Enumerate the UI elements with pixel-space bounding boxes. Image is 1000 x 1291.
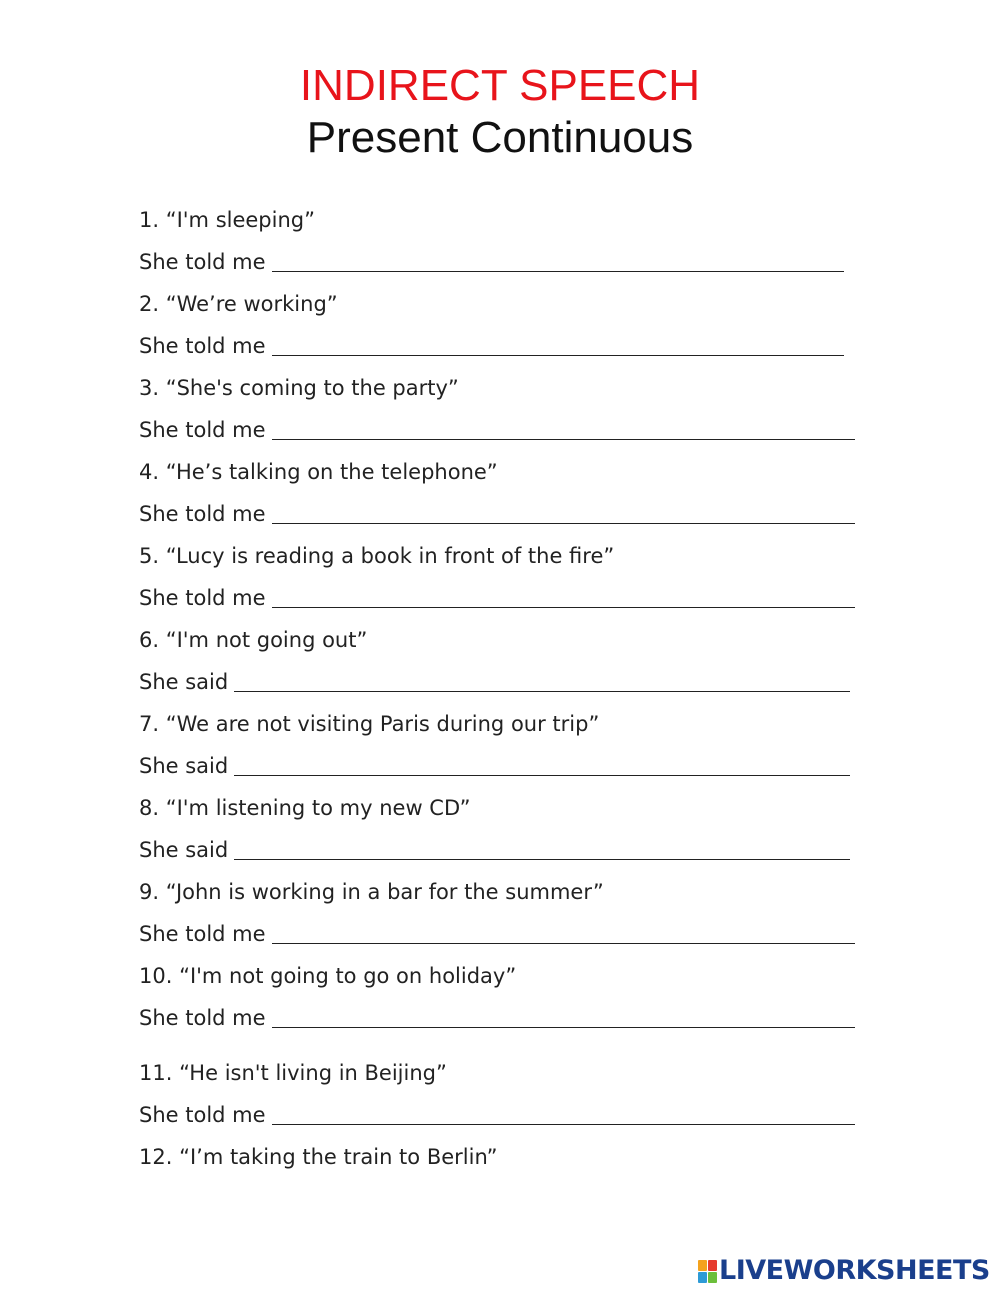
- worksheet-title: INDIRECT SPEECH: [299, 61, 701, 110]
- prompt-5: 5. “Lucy is reading a book in front of the fire”: [139, 544, 615, 568]
- answer-row-7: [139, 753, 850, 779]
- answer-row-8: [139, 837, 850, 863]
- logo-block-3: [698, 1272, 707, 1283]
- answer-lead-10: She told me: [139, 1006, 266, 1030]
- prompt-12: 12. “I’m taking the train to Berlin”: [139, 1145, 498, 1169]
- answer-field-4[interactable]: [272, 503, 855, 524]
- answer-field-3[interactable]: [272, 419, 855, 440]
- answer-field-10[interactable]: [272, 1007, 855, 1028]
- answer-row-9: [139, 921, 855, 947]
- logo-text: LIVEWORKSHEETS: [719, 1255, 990, 1286]
- answer-lead-4: She told me: [139, 502, 266, 526]
- answer-field-9[interactable]: [272, 923, 855, 944]
- answer-lead-5: She told me: [139, 586, 266, 610]
- prompt-7: 7. “We are not visiting Paris during our trip”: [139, 712, 600, 736]
- answer-row-3: [139, 417, 855, 443]
- answer-lead-7: She said: [139, 754, 229, 778]
- answer-field-5[interactable]: [272, 587, 855, 608]
- answer-lead-3: She told me: [139, 418, 266, 442]
- prompt-9: 9. “John is working in a bar for the summer”: [139, 880, 604, 904]
- answer-field-11[interactable]: [272, 1104, 855, 1125]
- answer-row-5: [139, 585, 855, 611]
- prompt-2: 2. “We’re working”: [139, 292, 338, 316]
- logo-block-2: [708, 1260, 717, 1271]
- prompt-8: 8. “I'm listening to my new CD”: [139, 796, 471, 820]
- answer-row-4: [139, 501, 855, 527]
- liveworksheets-logo-icon: [698, 1260, 717, 1283]
- answer-row-1: [139, 249, 844, 275]
- prompt-3: 3. “She's coming to the party”: [139, 376, 459, 400]
- prompt-4: 4. “He’s talking on the telephone”: [139, 460, 498, 484]
- worksheet-subtitle: Present Continuous: [306, 113, 694, 162]
- answer-lead-2: She told me: [139, 334, 266, 358]
- prompt-10: 10. “I'm not going to go on holiday”: [139, 964, 517, 988]
- answer-row-10: [139, 1005, 855, 1031]
- liveworksheets-logo: [698, 1257, 990, 1285]
- answer-lead-1: She told me: [139, 250, 266, 274]
- answer-row-11: [139, 1102, 855, 1128]
- answer-lead-8: She said: [139, 838, 229, 862]
- answer-lead-9: She told me: [139, 922, 266, 946]
- answer-field-6[interactable]: [234, 671, 850, 692]
- prompt-6: 6. “I'm not going out”: [139, 628, 368, 652]
- answer-field-8[interactable]: [234, 839, 850, 860]
- logo-block-4: [708, 1272, 717, 1283]
- answer-field-1[interactable]: [272, 251, 844, 272]
- prompt-11: 11. “He isn't living in Beijing”: [139, 1061, 447, 1085]
- prompt-1: 1. “I'm sleeping”: [139, 208, 315, 232]
- answer-lead-11: She told me: [139, 1103, 266, 1127]
- logo-block-1: [698, 1260, 707, 1271]
- answer-row-6: [139, 669, 850, 695]
- answer-field-2[interactable]: [272, 335, 844, 356]
- answer-lead-6: She said: [139, 670, 229, 694]
- answer-row-2: [139, 333, 844, 359]
- answer-field-7[interactable]: [234, 755, 850, 776]
